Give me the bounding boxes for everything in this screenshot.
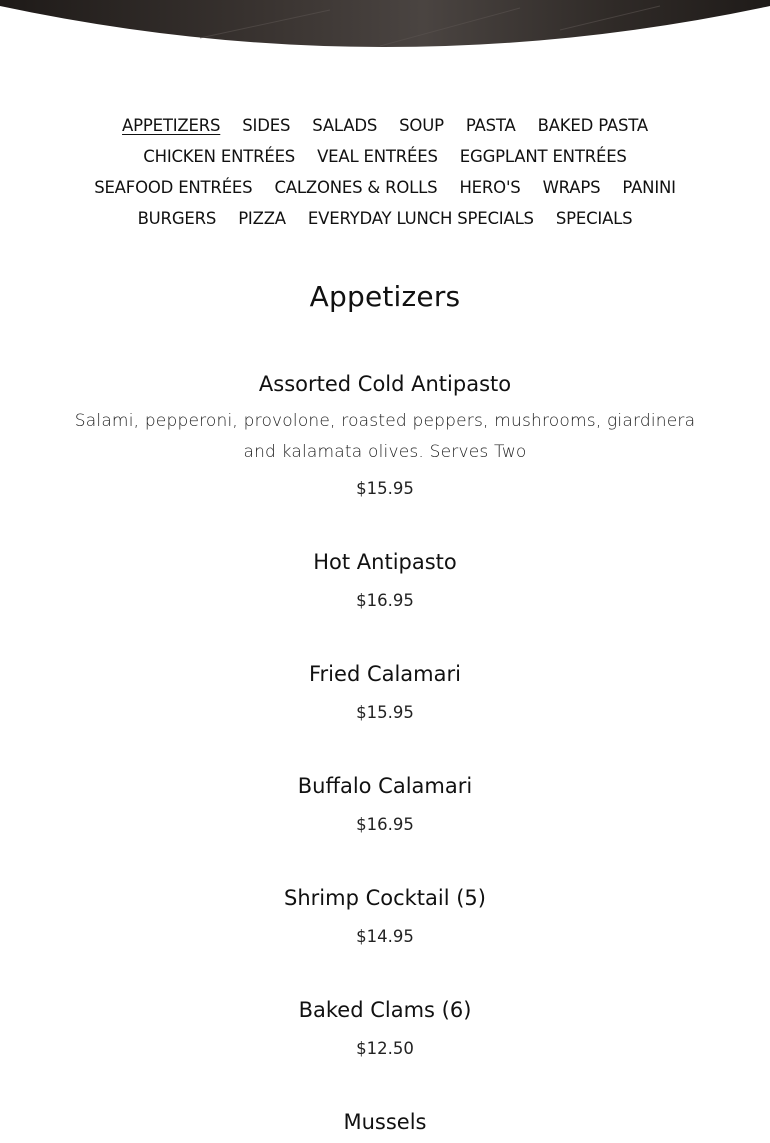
item-name: Fried Calamari — [309, 662, 461, 686]
item-price: $16.95 — [356, 591, 414, 610]
nav-link-wraps[interactable]: WRAPS — [542, 178, 601, 197]
nav-link-soup[interactable]: SOUP — [399, 116, 444, 135]
menu-item — [0, 770, 770, 836]
nav-link-sides[interactable]: SIDES — [242, 116, 291, 135]
menu-item — [0, 994, 770, 1060]
item-name: Mussels — [343, 1110, 427, 1134]
nav-link-chicken-entrees[interactable]: CHICKEN ENTRÉES — [143, 147, 296, 166]
nav-link-panini[interactable]: PANINI — [622, 178, 676, 197]
item-price: $16.95 — [356, 815, 414, 834]
item-price: $15.95 — [356, 703, 414, 722]
nav-link-heros[interactable]: HERO'S — [459, 178, 521, 197]
nav-row — [0, 110, 770, 141]
menu-category-nav — [0, 110, 770, 234]
item-price: $15.95 — [356, 479, 414, 498]
nav-link-veal-entrees[interactable]: VEAL ENTRÉES — [317, 147, 438, 166]
nav-link-everyday-lunch-specials[interactable]: EVERYDAY LUNCH SPECIALS — [307, 209, 534, 228]
nav-row — [0, 172, 770, 203]
menu-item — [0, 658, 770, 724]
menu-item — [0, 368, 770, 500]
item-description: Salami, pepperoni, provolone, roasted peppers, mushrooms, giardinera and kalamata olives. Serves Two — [74, 411, 696, 462]
nav-link-seafood-entrees[interactable]: SEAFOOD ENTRÉES — [94, 178, 253, 197]
item-name: Shrimp Cocktail (5) — [284, 886, 486, 910]
nav-link-salads[interactable]: SALADS — [312, 116, 378, 135]
item-name: Hot Antipasto — [313, 550, 457, 574]
nav-link-pizza[interactable]: PIZZA — [238, 209, 286, 228]
item-name: Buffalo Calamari — [297, 774, 473, 798]
nav-link-burgers[interactable]: BURGERS — [137, 209, 217, 228]
item-name: Baked Clams (6) — [298, 998, 472, 1022]
menu-item — [0, 1106, 770, 1138]
nav-link-specials[interactable]: SPECIALS — [555, 209, 633, 228]
menu-item-list — [0, 368, 770, 1143]
item-name: Assorted Cold Antipasto — [258, 372, 512, 396]
nav-link-eggplant-entrees[interactable]: EGGPLANT ENTRÉES — [459, 147, 627, 166]
menu-item — [0, 882, 770, 948]
item-price: $14.95 — [356, 927, 414, 946]
nav-link-pasta[interactable]: PASTA — [465, 116, 516, 135]
item-price: $12.50 — [356, 1039, 414, 1058]
nav-link-calzones-rolls[interactable]: CALZONES & ROLLS — [274, 178, 438, 197]
section-title: Appetizers — [309, 280, 461, 313]
nav-link-appetizers[interactable]: APPETIZERS — [122, 116, 221, 135]
menu-item — [0, 546, 770, 612]
nav-row — [0, 203, 770, 234]
nav-row — [0, 141, 770, 172]
hero-image-banner — [0, 0, 770, 60]
nav-link-baked-pasta[interactable]: BAKED PASTA — [537, 116, 648, 135]
